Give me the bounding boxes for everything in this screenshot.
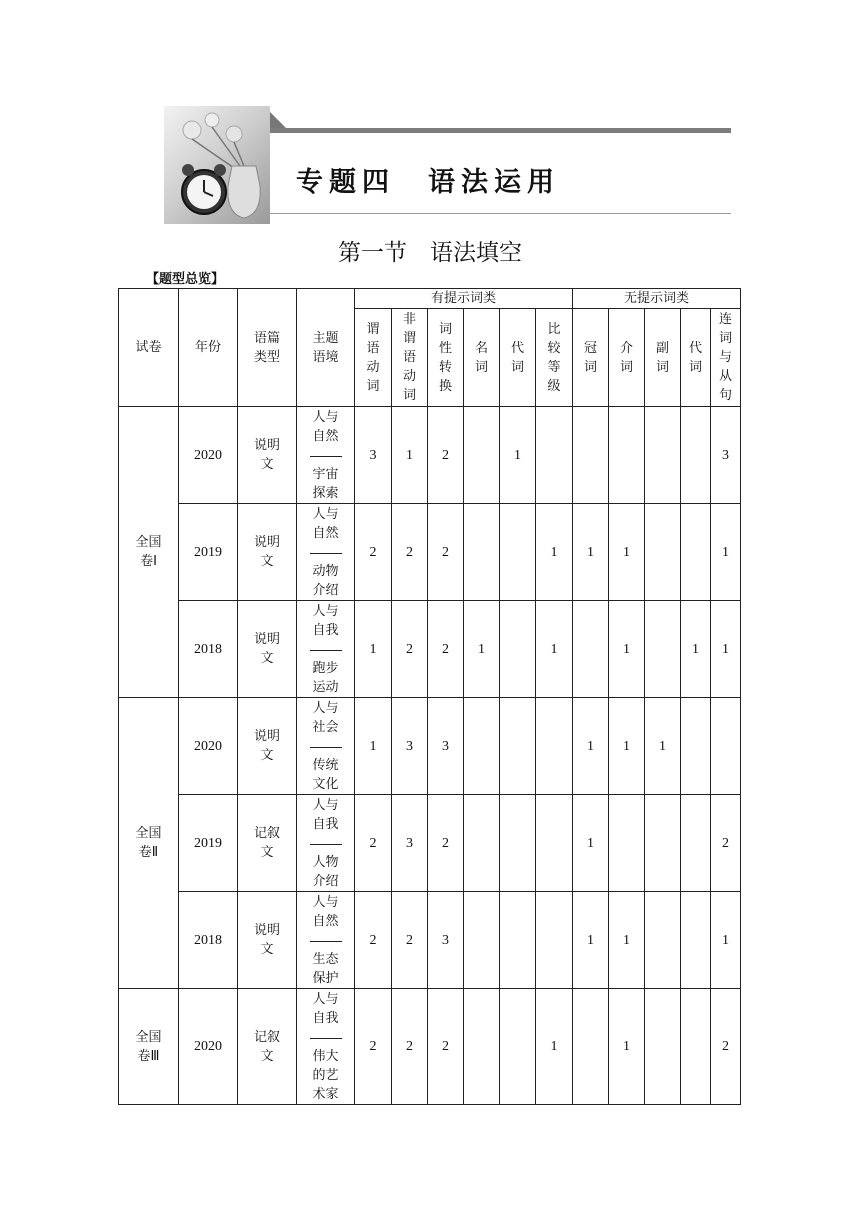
header-col-7: 介词 [609, 309, 645, 407]
count-cell [464, 795, 500, 892]
count-cell: 1 [573, 504, 609, 601]
count-cell [573, 601, 609, 698]
count-cell: 3 [428, 698, 464, 795]
count-cell [681, 504, 711, 601]
theme-top: 人与自我 [312, 991, 339, 1026]
header-paper: 试卷 [119, 289, 179, 407]
count-cell [500, 989, 536, 1105]
year-cell: 2018 [179, 601, 238, 698]
header-group-with-hint: 有提示词类 [355, 289, 573, 309]
count-cell [573, 407, 609, 504]
theme-bottom: 人物介绍 [312, 854, 339, 889]
count-cell: 1 [355, 698, 392, 795]
count-cell [681, 407, 711, 504]
header-col-6: 冠词 [573, 309, 609, 407]
count-cell: 2 [428, 989, 464, 1105]
count-cell: 3 [428, 892, 464, 989]
year-cell: 2020 [179, 989, 238, 1105]
count-cell [500, 601, 536, 698]
table-row [119, 892, 741, 989]
theme-cell [297, 504, 355, 601]
text-type-cell: 说明文 [238, 504, 297, 601]
table-row [119, 601, 741, 698]
count-cell: 1 [573, 892, 609, 989]
count-cell: 1 [609, 601, 645, 698]
count-cell: 1 [355, 601, 392, 698]
header-col-10: 连词与从句 [711, 309, 741, 407]
overview-label: 【题型总览】 [146, 272, 225, 287]
count-cell: 3 [711, 407, 741, 504]
text-type-cell: 说明文 [238, 892, 297, 989]
count-cell [609, 795, 645, 892]
table-row [119, 795, 741, 892]
theme-dash [310, 834, 342, 853]
header-col-8: 副词 [645, 309, 681, 407]
header-col-1: 非谓语动词 [392, 309, 428, 407]
theme-cell [297, 892, 355, 989]
paper-cell: 全国卷Ⅲ [119, 989, 179, 1105]
header-col-0: 谓语动词 [355, 309, 392, 407]
theme-cell [297, 698, 355, 795]
count-cell [464, 407, 500, 504]
count-cell: 3 [392, 698, 428, 795]
count-cell: 1 [536, 504, 573, 601]
section-title: 第一节 语法填空 [338, 240, 522, 266]
theme-bottom: 动物介绍 [312, 563, 339, 598]
count-cell: 1 [609, 698, 645, 795]
theme-bottom: 伟大的艺术家 [312, 1048, 339, 1102]
count-cell [645, 989, 681, 1105]
count-cell [464, 698, 500, 795]
theme-cell [297, 601, 355, 698]
count-cell: 1 [536, 989, 573, 1105]
theme-top: 人与社会 [312, 700, 339, 735]
count-cell: 2 [392, 601, 428, 698]
count-cell [500, 892, 536, 989]
theme-dash [310, 1028, 342, 1047]
text-type-cell: 记叙文 [238, 989, 297, 1105]
count-cell [536, 698, 573, 795]
count-cell [500, 795, 536, 892]
count-cell: 2 [711, 795, 741, 892]
count-cell: 1 [711, 601, 741, 698]
count-cell: 2 [392, 989, 428, 1105]
header-text-type: 语篇类型 [238, 289, 297, 407]
count-cell [536, 407, 573, 504]
count-cell: 1 [464, 601, 500, 698]
theme-dash [310, 543, 342, 562]
count-cell [645, 407, 681, 504]
text-type-cell: 说明文 [238, 601, 297, 698]
theme-top: 人与自然 [312, 894, 339, 929]
count-cell [464, 989, 500, 1105]
count-cell [681, 892, 711, 989]
count-cell: 2 [355, 892, 392, 989]
count-cell: 2 [355, 504, 392, 601]
year-cell: 2020 [179, 407, 238, 504]
header-col-3: 名词 [464, 309, 500, 407]
header-theme: 主题语境 [297, 289, 355, 407]
count-cell: 1 [500, 407, 536, 504]
theme-cell [297, 407, 355, 504]
count-cell [681, 698, 711, 795]
text-type-cell: 说明文 [238, 407, 297, 504]
theme-top: 人与自然 [312, 409, 339, 444]
banner-bottom-rule [270, 213, 731, 214]
count-cell: 3 [355, 407, 392, 504]
theme-bottom: 生态保护 [312, 951, 339, 986]
year-cell: 2019 [179, 504, 238, 601]
count-cell: 1 [392, 407, 428, 504]
count-cell [464, 504, 500, 601]
banner-clock-vase-image [164, 106, 270, 224]
count-cell [573, 989, 609, 1105]
paper-cell: 全国卷Ⅱ [119, 698, 179, 989]
text-type-cell: 记叙文 [238, 795, 297, 892]
year-cell: 2019 [179, 795, 238, 892]
theme-dash [310, 446, 342, 465]
theme-top: 人与自我 [312, 603, 339, 638]
banner-top-rule [270, 128, 731, 133]
table-row [119, 504, 741, 601]
header-col-4: 代词 [500, 309, 536, 407]
count-cell: 2 [428, 795, 464, 892]
count-cell: 2 [428, 504, 464, 601]
count-cell: 2 [392, 504, 428, 601]
header-group-without-hint: 无提示词类 [573, 289, 741, 309]
header-col-5: 比较等级 [536, 309, 573, 407]
theme-bottom: 传统文化 [312, 757, 339, 792]
count-cell: 2 [428, 601, 464, 698]
count-cell: 1 [609, 989, 645, 1105]
theme-top: 人与自然 [312, 506, 339, 541]
question-type-overview-table [118, 288, 741, 1105]
count-cell: 2 [355, 795, 392, 892]
table-row [119, 407, 741, 504]
count-cell [681, 989, 711, 1105]
count-cell [536, 795, 573, 892]
theme-dash [310, 931, 342, 950]
table-row [119, 989, 741, 1105]
count-cell [500, 504, 536, 601]
count-cell [711, 698, 741, 795]
count-cell: 2 [392, 892, 428, 989]
count-cell: 1 [573, 698, 609, 795]
theme-bottom: 跑步运动 [312, 660, 339, 695]
count-cell: 1 [711, 892, 741, 989]
theme-dash [310, 737, 342, 756]
theme-cell [297, 989, 355, 1105]
count-cell [609, 407, 645, 504]
count-cell [645, 892, 681, 989]
count-cell [681, 795, 711, 892]
count-cell: 2 [428, 407, 464, 504]
paper-cell: 全国卷Ⅰ [119, 407, 179, 698]
count-cell [536, 892, 573, 989]
count-cell: 1 [573, 795, 609, 892]
count-cell [645, 795, 681, 892]
theme-dash [310, 640, 342, 659]
count-cell: 1 [645, 698, 681, 795]
year-cell: 2020 [179, 698, 238, 795]
table-row [119, 698, 741, 795]
theme-bottom: 宇宙探索 [312, 466, 339, 501]
count-cell [464, 892, 500, 989]
header-year: 年份 [179, 289, 238, 407]
count-cell: 1 [609, 892, 645, 989]
theme-cell [297, 795, 355, 892]
count-cell: 1 [681, 601, 711, 698]
text-type-cell: 说明文 [238, 698, 297, 795]
count-cell: 1 [536, 601, 573, 698]
count-cell: 2 [711, 989, 741, 1105]
count-cell: 1 [711, 504, 741, 601]
count-cell [645, 504, 681, 601]
header-col-2: 词性转换 [428, 309, 464, 407]
chapter-title: 专题四 语法运用 [296, 167, 560, 198]
year-cell: 2018 [179, 892, 238, 989]
count-cell: 1 [609, 504, 645, 601]
theme-top: 人与自我 [312, 797, 339, 832]
header-col-9: 代词 [681, 309, 711, 407]
count-cell: 3 [392, 795, 428, 892]
count-cell [500, 698, 536, 795]
count-cell [645, 601, 681, 698]
count-cell: 2 [355, 989, 392, 1105]
